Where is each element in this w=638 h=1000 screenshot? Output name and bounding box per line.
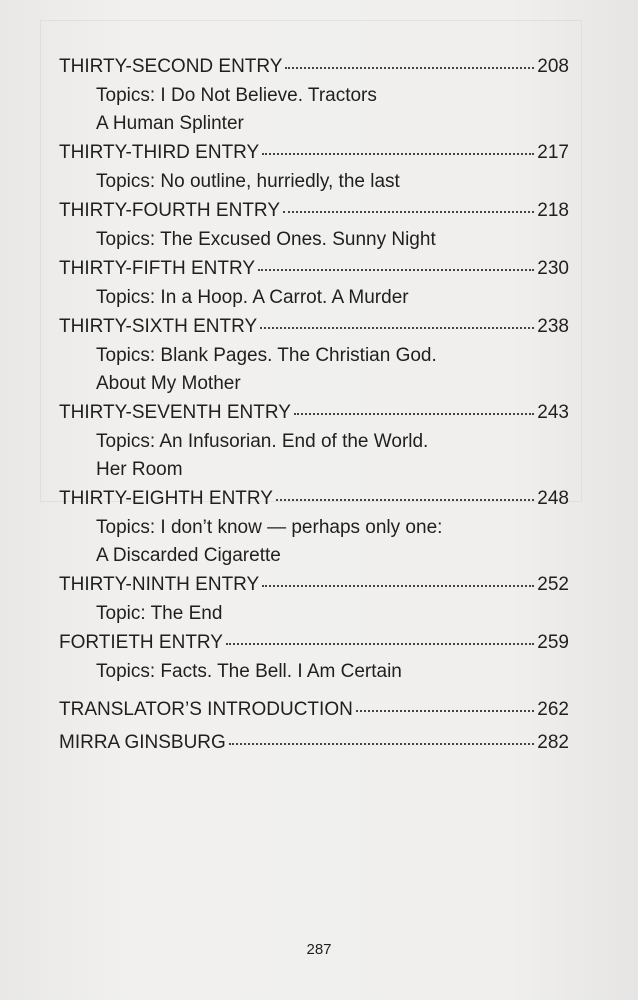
entry-page-number: 218 <box>537 200 569 221</box>
entry-page-number: 230 <box>537 258 569 279</box>
toc-entry-line[interactable] <box>59 398 569 428</box>
entry-topic: Topics: I Do Not Believe. Tractors <box>96 85 377 106</box>
entry-title: THIRTY-SEVENTH ENTRY <box>59 402 291 423</box>
dot-leader <box>356 708 534 712</box>
entry-title: THIRTY-FIFTH ENTRY <box>59 258 255 279</box>
toc-appendix-line[interactable] <box>59 695 569 725</box>
appendix-title: MIRRA GINSBURG <box>59 732 226 753</box>
entry-topic: Topics: The Excused Ones. Sunny Night <box>96 229 436 250</box>
entry-topic: Topics: Facts. The Bell. I Am Certain <box>96 661 402 682</box>
entry-page-number: 259 <box>537 632 569 653</box>
section-gap <box>59 686 569 695</box>
entry-title: THIRTY-EIGHTH ENTRY <box>59 488 273 509</box>
appendix-page-number: 262 <box>537 699 569 720</box>
entry-title: THIRTY-THIRD ENTRY <box>59 142 260 163</box>
toc-entry <box>59 484 569 570</box>
dot-leader <box>229 741 534 745</box>
appendix-page-number: 282 <box>537 732 569 753</box>
entry-topic: Topic: The End <box>96 603 223 624</box>
entry-page-number: 243 <box>537 402 569 423</box>
entry-page-number: 238 <box>537 316 569 337</box>
toc-entry-line[interactable] <box>59 484 569 514</box>
entry-topic: Her Room <box>96 459 183 480</box>
entry-topic: Topics: I don’t know — perhaps only one: <box>96 517 443 538</box>
page-number: 287 <box>306 941 332 958</box>
toc-entry-line[interactable] <box>59 628 569 658</box>
entry-title: FORTIETH ENTRY <box>59 632 223 653</box>
dot-leader <box>260 325 534 329</box>
toc-entry <box>59 312 569 398</box>
entry-topic: Topics: An Infusorian. End of the World. <box>96 431 429 452</box>
toc-entry-line[interactable] <box>59 312 569 342</box>
entry-topic: A Human Splinter <box>96 113 244 134</box>
dot-leader <box>262 151 534 155</box>
entry-page-number: 208 <box>537 56 569 77</box>
entry-title: THIRTY-FOURTH ENTRY <box>59 200 280 221</box>
toc-entry-line[interactable] <box>59 254 569 284</box>
entry-topic: About My Mother <box>96 373 241 394</box>
dot-leader <box>276 497 534 501</box>
dot-leader <box>294 411 534 415</box>
dot-leader <box>262 583 534 587</box>
dot-leader <box>285 65 534 69</box>
toc-entry <box>59 628 569 686</box>
toc-appendix-line[interactable] <box>59 728 569 758</box>
dot-leader <box>226 641 534 645</box>
toc-entry-line[interactable] <box>59 138 569 168</box>
toc-entry <box>59 254 569 312</box>
entry-topic: Topics: In a Hoop. A Carrot. A Murder <box>96 287 409 308</box>
entry-title: THIRTY-SIXTH ENTRY <box>59 316 258 337</box>
toc-entry <box>59 398 569 484</box>
entry-title: THIRTY-NINTH ENTRY <box>59 574 260 595</box>
toc-entry-line[interactable] <box>59 52 569 82</box>
entry-page-number: 217 <box>537 142 569 163</box>
toc-entry <box>59 138 569 196</box>
dot-leader <box>283 209 534 213</box>
dot-leader <box>258 267 534 271</box>
toc-entry <box>59 196 569 254</box>
entry-topic: A Discarded Cigarette <box>96 545 281 566</box>
entry-page-number: 248 <box>537 488 569 509</box>
toc-entry-line[interactable] <box>59 196 569 226</box>
entry-topic: Topics: Blank Pages. The Christian God. <box>96 345 437 366</box>
toc-entry <box>59 52 569 138</box>
entry-topic: Topics: No outline, hurriedly, the last <box>96 171 400 192</box>
toc-entry-line[interactable] <box>59 570 569 600</box>
table-of-contents <box>59 52 569 758</box>
appendix-title: TRANSLATOR’S INTRODUCTION <box>59 699 353 720</box>
entry-title: THIRTY-SECOND ENTRY <box>59 56 283 77</box>
toc-entry <box>59 570 569 628</box>
entry-page-number: 252 <box>537 574 569 595</box>
